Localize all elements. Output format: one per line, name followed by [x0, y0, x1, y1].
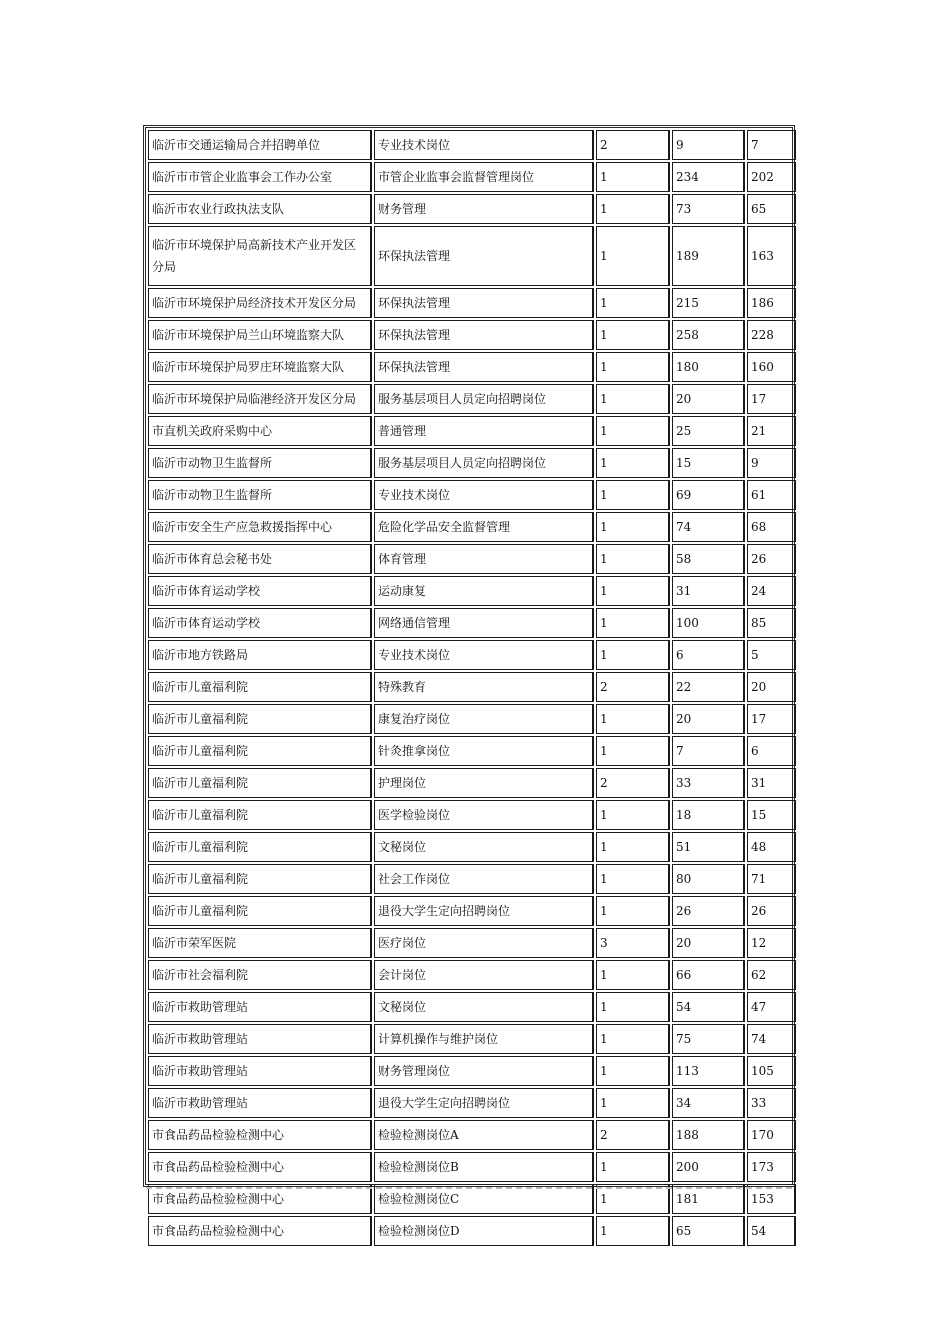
applicant-count-cell: 26: [672, 896, 745, 926]
applicant-count-cell: 20: [672, 704, 745, 734]
qualified-count-cell: 9: [747, 448, 796, 478]
table-row: [148, 288, 796, 318]
applicant-count-cell: 54: [672, 992, 745, 1022]
applicant-count-cell: 189: [672, 226, 745, 286]
unit-cell: 临沂市儿童福利院: [148, 736, 372, 766]
qualified-count-cell: 15: [747, 800, 796, 830]
qualified-count-cell: 65: [747, 194, 796, 224]
table-row: [148, 448, 796, 478]
post-cell: 专业技术岗位: [374, 130, 594, 160]
unit-cell: 临沂市儿童福利院: [148, 864, 372, 894]
hire-count-cell: 1: [596, 1056, 670, 1086]
post-cell: 计算机操作与维护岗位: [374, 1024, 594, 1054]
table-row: [148, 576, 796, 606]
post-cell: 会计岗位: [374, 960, 594, 990]
table-row: [148, 162, 796, 192]
qualified-count-cell: 71: [747, 864, 796, 894]
hire-count-cell: 3: [596, 928, 670, 958]
post-cell: 退役大学生定向招聘岗位: [374, 896, 594, 926]
unit-cell: 市直机关政府采购中心: [148, 416, 372, 446]
post-cell: 危险化学品安全监督管理: [374, 512, 594, 542]
qualified-count-cell: 170: [747, 1120, 796, 1150]
unit-cell: 临沂市动物卫生监督所: [148, 448, 372, 478]
hire-count-cell: 1: [596, 288, 670, 318]
hire-count-cell: 1: [596, 162, 670, 192]
hire-count-cell: 1: [596, 320, 670, 350]
table-row: [148, 768, 796, 798]
page-cut-line: [146, 1187, 792, 1189]
unit-cell: 临沂市救助管理站: [148, 992, 372, 1022]
unit-cell: 临沂市社会福利院: [148, 960, 372, 990]
qualified-count-cell: 173: [747, 1152, 796, 1182]
qualified-count-cell: 6: [747, 736, 796, 766]
qualified-count-cell: 20: [747, 672, 796, 702]
unit-cell: 市食品药品检验检测中心: [148, 1120, 372, 1150]
hire-count-cell: 1: [596, 194, 670, 224]
post-cell: 文秘岗位: [374, 992, 594, 1022]
hire-count-cell: 1: [596, 704, 670, 734]
qualified-count-cell: 21: [747, 416, 796, 446]
qualified-count-cell: 33: [747, 1088, 796, 1118]
table-row: [148, 960, 796, 990]
table-row: [148, 352, 796, 382]
hire-count-cell: 1: [596, 1024, 670, 1054]
applicant-count-cell: 65: [672, 1216, 745, 1246]
recruitment-table: [146, 128, 798, 1248]
applicant-count-cell: 20: [672, 384, 745, 414]
table-row: [148, 226, 796, 286]
post-cell: 服务基层项目人员定向招聘岗位: [374, 448, 594, 478]
post-cell: 环保执法管理: [374, 226, 594, 286]
qualified-count-cell: 74: [747, 1024, 796, 1054]
hire-count-cell: 1: [596, 1152, 670, 1182]
post-cell: 特殊教育: [374, 672, 594, 702]
hire-count-cell: 1: [596, 832, 670, 862]
applicant-count-cell: 74: [672, 512, 745, 542]
hire-count-cell: 1: [596, 800, 670, 830]
qualified-count-cell: 62: [747, 960, 796, 990]
applicant-count-cell: 113: [672, 1056, 745, 1086]
hire-count-cell: 1: [596, 384, 670, 414]
table-row: [148, 1216, 796, 1246]
unit-cell: 临沂市交通运输局合并招聘单位: [148, 130, 372, 160]
table-row: [148, 928, 796, 958]
unit-cell: 临沂市儿童福利院: [148, 800, 372, 830]
applicant-count-cell: 18: [672, 800, 745, 830]
hire-count-cell: 2: [596, 130, 670, 160]
hire-count-cell: 1: [596, 992, 670, 1022]
applicant-count-cell: 51: [672, 832, 745, 862]
unit-cell: 临沂市体育运动学校: [148, 608, 372, 638]
table-row: [148, 992, 796, 1022]
post-cell: 市管企业监事会监督管理岗位: [374, 162, 594, 192]
table-row: [148, 1120, 796, 1150]
applicant-count-cell: 33: [672, 768, 745, 798]
hire-count-cell: 2: [596, 1120, 670, 1150]
post-cell: 财务管理岗位: [374, 1056, 594, 1086]
table-row: [148, 544, 796, 574]
unit-cell: 市食品药品检验检测中心: [148, 1184, 372, 1214]
qualified-count-cell: 48: [747, 832, 796, 862]
unit-cell: 临沂市农业行政执法支队: [148, 194, 372, 224]
applicant-count-cell: 66: [672, 960, 745, 990]
table-row: [148, 130, 796, 160]
table-body: [148, 130, 796, 1246]
post-cell: 普通管理: [374, 416, 594, 446]
table-row: [148, 512, 796, 542]
hire-count-cell: 1: [596, 448, 670, 478]
post-cell: 检验检测岗位B: [374, 1152, 594, 1182]
unit-cell: 临沂市动物卫生监督所: [148, 480, 372, 510]
unit-cell: 临沂市环境保护局兰山环境监察大队: [148, 320, 372, 350]
post-cell: 护理岗位: [374, 768, 594, 798]
unit-cell: 临沂市儿童福利院: [148, 896, 372, 926]
unit-cell: 临沂市环境保护局罗庄环境监察大队: [148, 352, 372, 382]
unit-cell: 临沂市地方铁路局: [148, 640, 372, 670]
unit-cell: 临沂市儿童福利院: [148, 672, 372, 702]
applicant-count-cell: 258: [672, 320, 745, 350]
post-cell: 检验检测岗位C: [374, 1184, 594, 1214]
applicant-count-cell: 58: [672, 544, 745, 574]
unit-cell: 临沂市体育总会秘书处: [148, 544, 372, 574]
hire-count-cell: 1: [596, 640, 670, 670]
applicant-count-cell: 20: [672, 928, 745, 958]
post-cell: 检验检测岗位D: [374, 1216, 594, 1246]
qualified-count-cell: 17: [747, 384, 796, 414]
post-cell: 医学检验岗位: [374, 800, 594, 830]
qualified-count-cell: 202: [747, 162, 796, 192]
applicant-count-cell: 25: [672, 416, 745, 446]
qualified-count-cell: 17: [747, 704, 796, 734]
qualified-count-cell: 24: [747, 576, 796, 606]
hire-count-cell: 2: [596, 768, 670, 798]
applicant-count-cell: 73: [672, 194, 745, 224]
table-row: [148, 896, 796, 926]
unit-cell: 临沂市儿童福利院: [148, 704, 372, 734]
qualified-count-cell: 26: [747, 544, 796, 574]
qualified-count-cell: 186: [747, 288, 796, 318]
post-cell: 专业技术岗位: [374, 480, 594, 510]
unit-cell: 临沂市儿童福利院: [148, 832, 372, 862]
applicant-count-cell: 31: [672, 576, 745, 606]
qualified-count-cell: 61: [747, 480, 796, 510]
post-cell: 退役大学生定向招聘岗位: [374, 1088, 594, 1118]
applicant-count-cell: 22: [672, 672, 745, 702]
qualified-count-cell: 12: [747, 928, 796, 958]
unit-cell: 临沂市体育运动学校: [148, 576, 372, 606]
qualified-count-cell: 105: [747, 1056, 796, 1086]
qualified-count-cell: 228: [747, 320, 796, 350]
post-cell: 环保执法管理: [374, 288, 594, 318]
post-cell: 社会工作岗位: [374, 864, 594, 894]
hire-count-cell: 1: [596, 416, 670, 446]
unit-cell: 临沂市救助管理站: [148, 1088, 372, 1118]
hire-count-cell: 1: [596, 1088, 670, 1118]
table-row: [148, 736, 796, 766]
hire-count-cell: 1: [596, 512, 670, 542]
unit-cell: 市食品药品检验检测中心: [148, 1152, 372, 1182]
post-cell: 医疗岗位: [374, 928, 594, 958]
qualified-count-cell: 85: [747, 608, 796, 638]
table-row: [148, 194, 796, 224]
unit-cell: 临沂市环境保护局临港经济开发区分局: [148, 384, 372, 414]
table-row: [148, 416, 796, 446]
table-row: [148, 1056, 796, 1086]
hire-count-cell: 1: [596, 480, 670, 510]
post-cell: 服务基层项目人员定向招聘岗位: [374, 384, 594, 414]
applicant-count-cell: 75: [672, 1024, 745, 1054]
qualified-count-cell: 5: [747, 640, 796, 670]
hire-count-cell: 1: [596, 960, 670, 990]
applicant-count-cell: 6: [672, 640, 745, 670]
unit-cell: 市食品药品检验检测中心: [148, 1216, 372, 1246]
unit-cell: 临沂市市管企业监事会工作办公室: [148, 162, 372, 192]
applicant-count-cell: 100: [672, 608, 745, 638]
post-cell: 检验检测岗位A: [374, 1120, 594, 1150]
unit-cell: 临沂市安全生产应急救援指挥中心: [148, 512, 372, 542]
post-cell: 运动康复: [374, 576, 594, 606]
hire-count-cell: 1: [596, 226, 670, 286]
table-row: [148, 864, 796, 894]
hire-count-cell: 1: [596, 1184, 670, 1214]
post-cell: 文秘岗位: [374, 832, 594, 862]
table-row: [148, 832, 796, 862]
applicant-count-cell: 215: [672, 288, 745, 318]
hire-count-cell: 1: [596, 736, 670, 766]
qualified-count-cell: 163: [747, 226, 796, 286]
applicant-count-cell: 200: [672, 1152, 745, 1182]
table-row: [148, 608, 796, 638]
post-cell: 康复治疗岗位: [374, 704, 594, 734]
qualified-count-cell: 7: [747, 130, 796, 160]
post-cell: 针灸推拿岗位: [374, 736, 594, 766]
unit-cell: 临沂市救助管理站: [148, 1056, 372, 1086]
unit-cell: 临沂市荣军医院: [148, 928, 372, 958]
unit-cell: 临沂市儿童福利院: [148, 768, 372, 798]
table-row: [148, 320, 796, 350]
qualified-count-cell: 26: [747, 896, 796, 926]
unit-cell: 临沂市环境保护局经济技术开发区分局: [148, 288, 372, 318]
applicant-count-cell: 180: [672, 352, 745, 382]
applicant-count-cell: 7: [672, 736, 745, 766]
recruitment-table-frame: [143, 125, 795, 1238]
hire-count-cell: 1: [596, 544, 670, 574]
post-cell: 环保执法管理: [374, 352, 594, 382]
applicant-count-cell: 34: [672, 1088, 745, 1118]
applicant-count-cell: 181: [672, 1184, 745, 1214]
hire-count-cell: 1: [596, 896, 670, 926]
table-row: [148, 800, 796, 830]
hire-count-cell: 1: [596, 576, 670, 606]
applicant-count-cell: 80: [672, 864, 745, 894]
hire-count-cell: 1: [596, 1216, 670, 1246]
hire-count-cell: 1: [596, 864, 670, 894]
hire-count-cell: 1: [596, 608, 670, 638]
post-cell: 体育管理: [374, 544, 594, 574]
table-row: [148, 640, 796, 670]
unit-cell: 临沂市救助管理站: [148, 1024, 372, 1054]
table-row: [148, 704, 796, 734]
applicant-count-cell: 69: [672, 480, 745, 510]
hire-count-cell: 2: [596, 672, 670, 702]
post-cell: 专业技术岗位: [374, 640, 594, 670]
applicant-count-cell: 15: [672, 448, 745, 478]
table-row: [148, 1024, 796, 1054]
post-cell: 环保执法管理: [374, 320, 594, 350]
table-row: [148, 1088, 796, 1118]
applicant-count-cell: 9: [672, 130, 745, 160]
applicant-count-cell: 188: [672, 1120, 745, 1150]
qualified-count-cell: 47: [747, 992, 796, 1022]
qualified-count-cell: 68: [747, 512, 796, 542]
qualified-count-cell: 160: [747, 352, 796, 382]
post-cell: 财务管理: [374, 194, 594, 224]
table-row: [148, 672, 796, 702]
unit-cell: 临沂市环境保护局高新技术产业开发区分局: [148, 226, 372, 286]
table-row: [148, 480, 796, 510]
applicant-count-cell: 234: [672, 162, 745, 192]
qualified-count-cell: 31: [747, 768, 796, 798]
qualified-count-cell: 54: [747, 1216, 796, 1246]
hire-count-cell: 1: [596, 352, 670, 382]
table-row: [148, 384, 796, 414]
post-cell: 网络通信管理: [374, 608, 594, 638]
qualified-count-cell: 153: [747, 1184, 796, 1214]
table-row: [148, 1152, 796, 1182]
